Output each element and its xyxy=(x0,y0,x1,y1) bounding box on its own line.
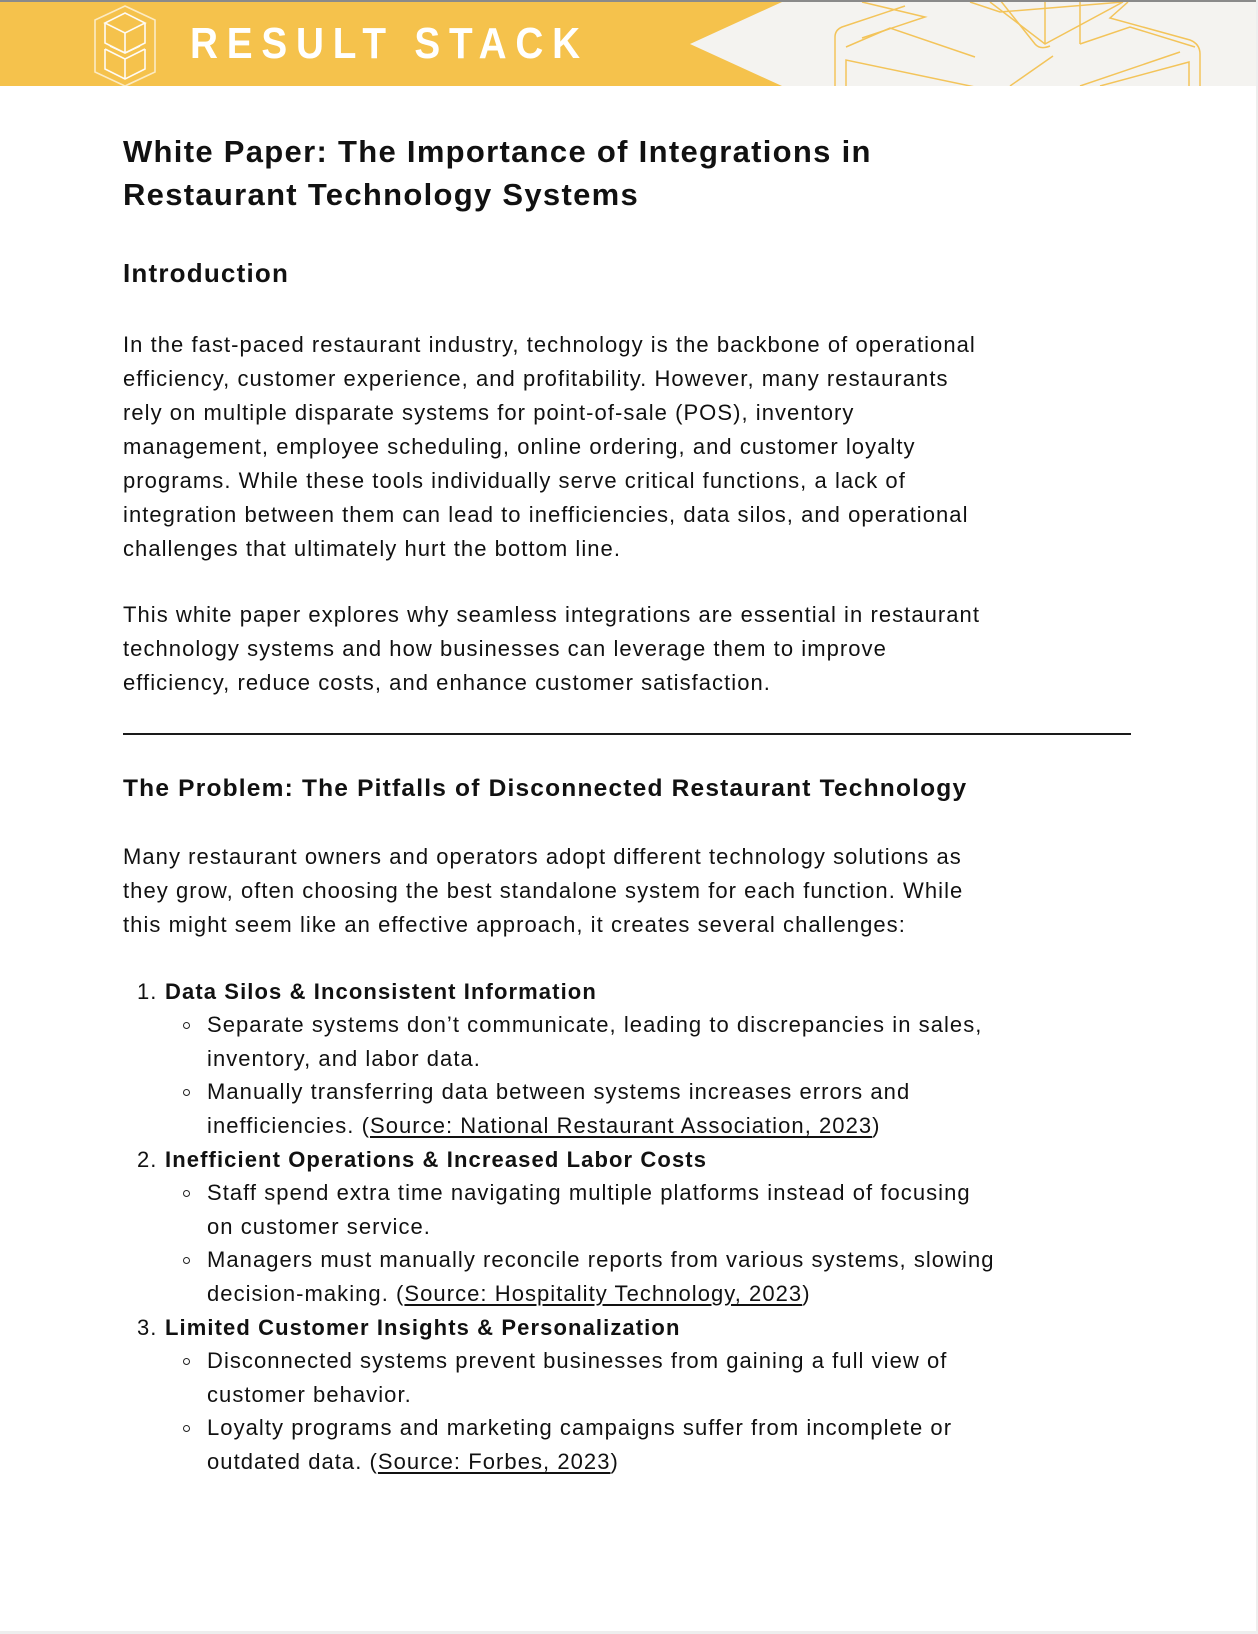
text-fragment: outdated data. ( xyxy=(207,1449,378,1474)
hollow-bullet-icon xyxy=(183,1022,190,1029)
hollow-bullet-icon xyxy=(183,1358,190,1365)
list-subitem xyxy=(207,1008,982,1076)
text-fragment: ) xyxy=(610,1449,619,1474)
list-subitem xyxy=(207,1176,971,1244)
text-fragment: ) xyxy=(872,1113,881,1138)
text-line xyxy=(207,1109,910,1143)
text-line: This white paper explores why seamless integrations are essential in restaurant xyxy=(123,602,980,627)
hollow-bullet-icon xyxy=(183,1425,190,1432)
text-line: technology systems and how businesses can leverage them to improve xyxy=(123,636,887,661)
text-line: customer behavior. xyxy=(207,1382,412,1407)
intro-heading: Introduction xyxy=(123,258,290,288)
list-subitem xyxy=(207,1344,947,1412)
text-line xyxy=(207,1277,995,1311)
title-line: Restaurant Technology Systems xyxy=(123,177,640,212)
text-fragment: decision-making. ( xyxy=(207,1281,405,1306)
text-line xyxy=(207,1445,952,1479)
problem-paragraph xyxy=(123,840,963,942)
text-fragment: inefficiencies. ( xyxy=(207,1113,370,1138)
text-line: challenges that ultimately hurt the bottom line. xyxy=(123,536,621,561)
source-link-forbes[interactable]: Source: Forbes, 2023 xyxy=(377,1449,611,1474)
text-line: on customer service. xyxy=(207,1214,431,1239)
header-banner xyxy=(0,2,1256,86)
list-item-heading: Inefficient Operations & Increased Labor Costs xyxy=(165,1147,708,1172)
document-title xyxy=(123,130,872,216)
hollow-bullet-icon xyxy=(183,1257,190,1264)
hollow-bullet-icon xyxy=(183,1089,190,1096)
list-subitem xyxy=(207,1075,910,1143)
intro-paragraph-2 xyxy=(123,598,980,700)
list-number: 3. xyxy=(137,1315,158,1340)
text-line: efficiency, reduce costs, and enhance customer satisfaction. xyxy=(123,670,771,695)
list-subitem xyxy=(207,1411,952,1479)
text-line: rely on multiple disparate systems for point-of-sale (POS), inventory xyxy=(123,400,855,425)
text-line: Managers must manually reconcile reports from various systems, slowing xyxy=(207,1247,995,1272)
list-item-heading: Limited Customer Insights & Personalization xyxy=(165,1315,681,1340)
text-line: programs. While these tools individually serve critical functions, a lack of xyxy=(123,468,906,493)
text-line: efficiency, customer experience, and profitability. However, many restaurants xyxy=(123,366,949,391)
banner-graphic xyxy=(0,2,1256,86)
source-link-hospitality-technology[interactable]: Source: Hospitality Technology, 2023 xyxy=(404,1281,803,1306)
text-line: they grow, often choosing the best standalone system for each function. While xyxy=(123,878,964,903)
text-line: inventory, and labor data. xyxy=(207,1046,481,1071)
text-line: management, employee scheduling, online ordering, and customer loyalty xyxy=(123,434,916,459)
list-number: 1. xyxy=(137,979,158,1004)
text-line: Many restaurant owners and operators adopt different technology solutions as xyxy=(123,844,962,869)
list-item-heading: Data Silos & Inconsistent Information xyxy=(165,979,597,1004)
text-fragment: ) xyxy=(802,1281,811,1306)
intro-paragraph-1 xyxy=(123,328,976,566)
list-number: 2. xyxy=(137,1147,158,1172)
text-line: Staff spend extra time navigating multiple platforms instead of focusing xyxy=(207,1180,971,1205)
source-link-nra[interactable]: Source: National Restaurant Association, 2023 xyxy=(369,1113,873,1138)
list-subitem xyxy=(207,1243,995,1311)
decorative-cube-outline xyxy=(835,2,1200,86)
text-line: In the fast-paced restaurant industry, technology is the backbone of operational xyxy=(123,332,976,357)
brand-name: RESULT STACK xyxy=(190,19,589,68)
text-line: Disconnected systems prevent businesses from gaining a full view of xyxy=(207,1348,948,1373)
text-line: integration between them can lead to inefficiencies, data silos, and operational xyxy=(123,502,969,527)
title-line: White Paper: The Importance of Integrations in xyxy=(123,134,872,169)
text-line: Loyalty programs and marketing campaigns suffer from incomplete or xyxy=(207,1415,953,1440)
hollow-bullet-icon xyxy=(183,1190,190,1197)
problem-heading: The Problem: The Pitfalls of Disconnected Restaurant Technology xyxy=(123,775,968,802)
text-line: Separate systems don’t communicate, leading to discrepancies in sales, xyxy=(207,1012,983,1037)
text-line: this might seem like an effective approach, it creates several challenges: xyxy=(123,912,906,937)
section-divider xyxy=(123,733,1131,735)
text-line: Manually transferring data between systems increases errors and xyxy=(207,1079,911,1104)
